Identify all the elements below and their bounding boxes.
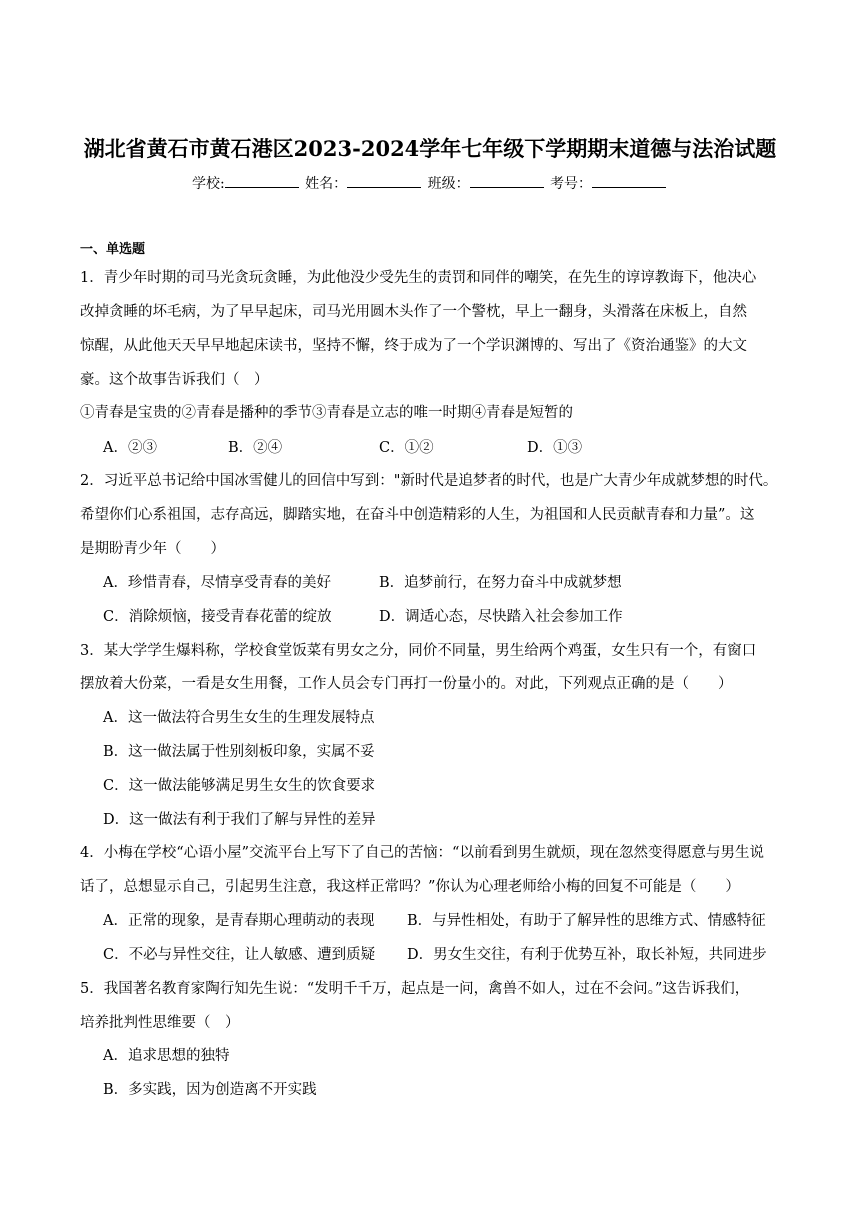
question-2-line-2: 希望你们心系祖国，志存高远，脚踏实地，在奋斗中创造精彩的人生，为祖国和人民贡献青春和力量”。这 <box>80 507 755 523</box>
school-label: 学校: <box>191 176 225 192</box>
question-4-line-1: 4．小梅在学校“心语小屋”交流平台上写下了自己的苦恼：“以前看到男生就烦，现在忽然变得愿意与男生说 <box>80 845 764 861</box>
exam-title: 湖北省黄石市黄石港区2023-2024学年七年级下学期期末道德与法治试题 <box>83 136 777 161</box>
school-blank <box>225 173 299 188</box>
name-label: 姓名： <box>305 176 348 192</box>
question-2-option-b: B．追梦前行，在努力奋斗中成就梦想 <box>379 575 622 591</box>
question-1-statements: ①青春是宝贵的②青春是播种的季节③青春是立志的唯一时期④青春是短暂的 <box>80 405 573 421</box>
student-info-line <box>0 173 860 194</box>
question-5-option-b: B．多实践，因为创造离不开实践 <box>103 1082 317 1098</box>
question-5-option-a: A．追求思想的独特 <box>103 1048 230 1064</box>
section-heading: 一、单选题 <box>80 242 146 257</box>
question-1-line-2: 改掉贪睡的坏毛病，为了早早起床，司马光用圆木头作了一个警枕，早上一翻身，头滑落在床板上，自然 <box>80 304 747 320</box>
question-1-option-b: B．②④ <box>228 440 283 456</box>
question-3-option-c: C．这一做法能够满足男生女生的饮食要求 <box>103 778 376 794</box>
question-3-option-a: A．这一做法符合男生女生的生理发展特点 <box>103 710 375 726</box>
question-2-option-a: A．珍惜青春，尽情享受青春的美好 <box>103 575 331 591</box>
exam-number-label: 考号： <box>550 176 593 192</box>
name-blank <box>347 173 421 188</box>
question-4-line-2: 话了，总想显示自己，引起男生注意，我这样正常吗？”你认为心理老师给小梅的回复不可能是（ ） <box>80 879 740 895</box>
question-4-option-b: B．与异性相处，有助于了解异性的思维方式、情感特征 <box>407 913 766 929</box>
question-1-line-4: 豪。这个故事告诉我们（ ） <box>80 372 269 388</box>
question-2-line-3: 是期盼青少年（ ） <box>80 541 225 557</box>
question-1-line-1: 1．青少年时期的司马光贪玩贪睡，为此他没少受先生的责罚和同伴的嘲笑，在先生的谆谆教诲下，他决心 <box>80 270 757 286</box>
question-1-option-a: A．②③ <box>103 440 157 456</box>
question-4-option-c: C．不必与异性交往，让人敏感、遭到质疑 <box>103 947 376 963</box>
question-2-option-d: D．调适心态，尽快踏入社会参加工作 <box>379 609 623 625</box>
question-1-option-c: C．①② <box>379 440 434 456</box>
question-2-option-c: C．消除烦恼，接受青春花蕾的绽放 <box>103 609 332 625</box>
class-label: 班级： <box>427 176 470 192</box>
class-blank <box>470 173 544 188</box>
question-5-line-1: 5．我国著名教育家陶行知先生说：“发明千千万，起点是一问，禽兽不如人，过在不会问。”这告诉我们， <box>80 981 750 997</box>
question-5-line-2: 培养批判性思维要（ ） <box>80 1015 240 1031</box>
question-3-line-1: 3．某大学学生爆料称，学校食堂饭菜有男女之分，同价不同量，男生给两个鸡蛋，女生只有一个，有窗口 <box>80 643 757 659</box>
question-3-line-2: 摆放着大份菜，一看是女生用餐，工作人员会专门再打一份量小的。对此，下列观点正确的是（ ） <box>80 676 733 692</box>
question-3-option-d: D．这一做法有利于我们了解与异性的差异 <box>103 812 376 828</box>
question-4-option-a: A．正常的现象，是青春期心理萌动的表现 <box>103 913 375 929</box>
question-1-line-3: 惊醒，从此他天天早早地起床读书，坚持不懈，终于成为了一个学识渊博的、写出了《资治通鉴》的大文 <box>80 338 747 354</box>
question-4-option-d: D．男女生交往，有利于优势互补，取长补短，共同进步 <box>407 947 767 963</box>
exam-number-blank <box>592 173 666 188</box>
question-3-option-b: B．这一做法属于性别刻板印象，实属不妥 <box>103 744 375 760</box>
question-1-option-d: D．①③ <box>527 440 583 456</box>
question-2-line-1: 2．习近平总书记给中国冰雪健儿的回信中写到："新时代是追梦者的时代，也是广大青少年成就梦想的时代。 <box>80 473 778 489</box>
